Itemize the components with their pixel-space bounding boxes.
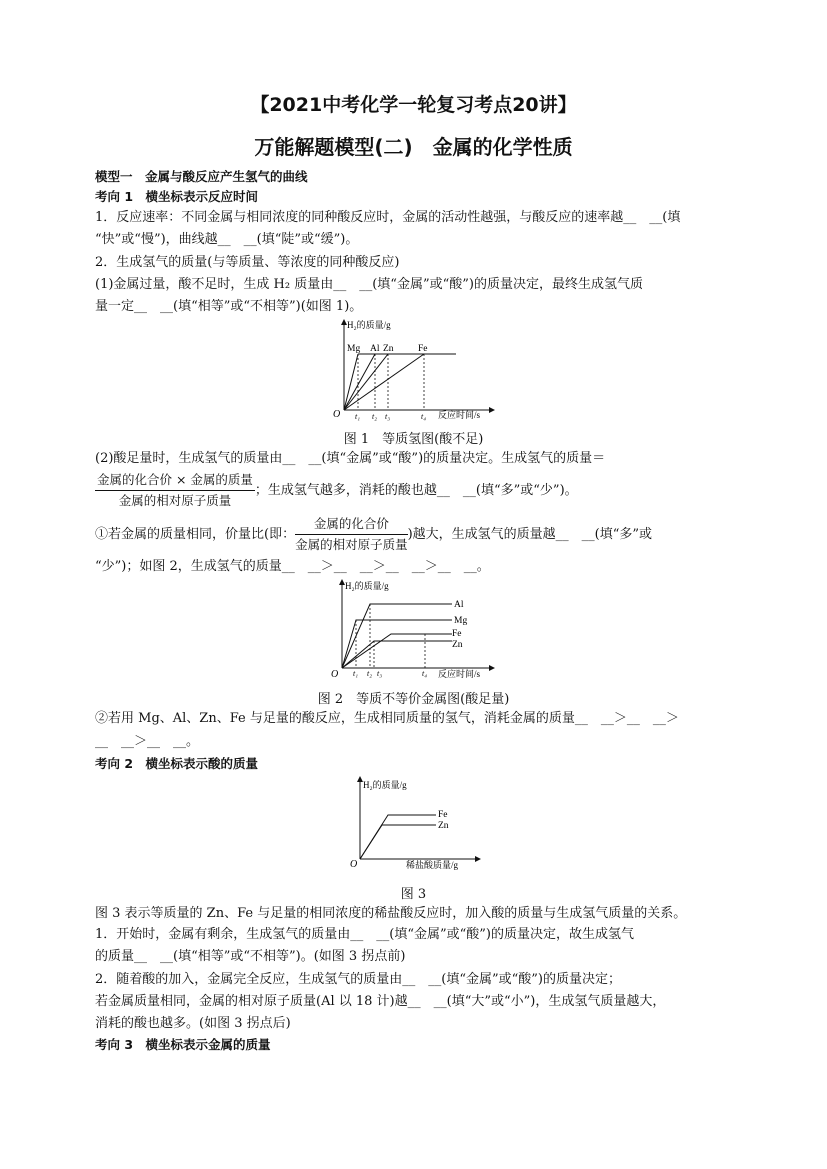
- figure3-chart: [340, 775, 490, 875]
- formula-fraction-1: [95, 471, 255, 510]
- figure3-origin: O: [350, 859, 358, 870]
- paragraph-rate-line2: “快”或“慢”)，曲线越__ __(填“陡”或“缓”)。: [95, 232, 359, 247]
- figure1-label-mg: Mg: [347, 344, 361, 354]
- figure1-label-al: Al: [370, 344, 380, 354]
- figure2-curve-mg: [342, 620, 452, 668]
- figure2-tick-t2: t₂: [367, 669, 373, 678]
- figure1-tick-t2: t₂: [372, 412, 378, 421]
- figure1-curve-al: [344, 354, 375, 410]
- formula-line: [95, 471, 578, 510]
- document-title: 【2021中考化学一轮复习考点20讲】: [250, 94, 577, 116]
- figure1-caption: 图 1 等质氢图(酸不足): [343, 432, 484, 447]
- figure1-guides: [358, 354, 424, 410]
- figure1-chart: [320, 318, 510, 428]
- paragraph-figure3-desc: 图 3 表示等质量的 Zn、Fe 与足量的相同浓度的稀盐酸反应时，加入酸的质量与生成氢气质量的关系。: [95, 906, 687, 921]
- figure2-tick-t3: t₃: [377, 669, 383, 678]
- direction1-heading: 考向 1 横坐标表示反应时间: [95, 189, 259, 204]
- paragraph-acid-added-line2: 若金属质量相同，金属的相对原子质量(Al 以 18 计)越__ __(填“大”或“小”)，生成氢气质量越大，: [95, 994, 666, 1009]
- paragraph-acid-excess: (2)酸足量时，生成氢气的质量由__ __(填“金属”或“酸”)的质量决定。生成氢气的质量＝: [95, 451, 606, 466]
- figure2-label-zn: Zn: [452, 640, 463, 650]
- direction3-heading: 考向 3 横坐标表示金属的质量: [95, 1037, 271, 1052]
- figure3-curves: [360, 815, 436, 859]
- figure1-ylabel: H₂的质量/g: [347, 320, 391, 330]
- figure1-tick-t3: t₃: [385, 412, 391, 421]
- figure1-label-fe: Fe: [418, 344, 428, 354]
- figure2-origin: O: [331, 669, 339, 680]
- formula-fraction-2-numerator: 金属的化合价: [295, 515, 408, 535]
- figure3-curve-zn: [360, 825, 436, 859]
- valence-ratio-pre: ①若金属的质量相同，价量比(即：: [95, 527, 296, 542]
- paragraph-acid-added-line3: 消耗的酸也越多。(如图 3 拐点后): [95, 1016, 291, 1031]
- figure3-ylabel: H₂的质量/g: [363, 780, 407, 790]
- figure2-tick-t4: t₄: [422, 669, 428, 678]
- figure2-curve-zn: [342, 641, 452, 668]
- figure2-label-al: Al: [454, 600, 464, 610]
- figure1-curves: [344, 354, 456, 410]
- paragraph-metal-excess-line2: 量一定__ __(填“相等”或“不相等”)(如图 1)。: [95, 299, 363, 314]
- paragraph-same-hydrogen-line2: __ __＞__ __。: [95, 734, 200, 749]
- paragraph-start-line1: 1．开始时，金属有剩余，生成氢气的质量由__ __(填“金属”或“酸”)的质量决定，故生成氢气: [95, 927, 634, 942]
- figure2-curve-fe: [342, 634, 452, 668]
- formula-fraction-1-numerator: 金属的化合价 × 金属的质量: [95, 471, 255, 491]
- figure3-xlabel: 稀盐酸质量/g: [406, 860, 459, 870]
- model1-heading: 模型一 金属与酸反应产生氢气的曲线: [95, 169, 308, 184]
- figure2-xlabel: 反应时间/s: [438, 669, 481, 679]
- figure1-origin: O: [333, 409, 341, 420]
- figure2-ylabel: H₂的质量/g: [345, 581, 389, 591]
- figure3-label-zn: Zn: [438, 821, 449, 831]
- figure3-caption: 图 3: [400, 887, 427, 902]
- paragraph-metal-excess-line1: (1)金属过量，酸不足时，生成 H₂ 质量由__ __(填“金属”或“酸”)的质量决定，最终生成氢气质: [95, 277, 643, 292]
- figure2-curves: [342, 604, 452, 668]
- formula-fraction-2-denominator: 金属的相对原子质量: [295, 537, 408, 552]
- figure1-tick-t4: t₄: [421, 412, 427, 421]
- figure1-xlabel: 反应时间/s: [438, 410, 481, 420]
- figure3-curve-fe: [360, 815, 436, 859]
- figure3-label-fe: Fe: [438, 810, 448, 820]
- figure2-tick-t1: t₁: [353, 669, 359, 678]
- formula-fraction-2: [295, 515, 408, 554]
- paragraph-hydrogen-mass: 2．生成氢气的质量(与等质量、等浓度的同种酸反应): [95, 255, 400, 270]
- figure1-tick-t1: t₁: [355, 412, 361, 421]
- figure1-label-zn: Zn: [383, 344, 394, 354]
- direction2-heading: 考向 2 横坐标表示酸的质量: [95, 756, 259, 771]
- valence-ratio-line: [95, 515, 652, 554]
- figure2-caption: 图 2 等质不等价金属图(酸足量): [317, 692, 510, 707]
- paragraph-acid-added-line1: 2．随着酸的加入，金属完全反应，生成氢气的质量由__ __(填“金属”或“酸”)的质量决定；: [95, 972, 621, 987]
- valence-ratio-line2: “少”)；如图 2，生成氢气的质量__ __＞__ __＞__ __＞__ __。: [95, 559, 490, 574]
- figure2-label-mg: Mg: [454, 616, 468, 626]
- formula-fraction-1-denominator: 金属的相对原子质量: [118, 493, 232, 508]
- figure2-chart: [322, 578, 512, 686]
- figure2-curve-al: [342, 604, 452, 668]
- paragraph-rate-line1: 1．反应速率：不同金属与相同浓度的同种酸反应时，金属的活动性越强，与酸反应的速率越__ __(填: [95, 210, 681, 225]
- paragraph-same-hydrogen-line1: ②若用 Mg、Al、Zn、Fe 与足量的酸反应，生成相同质量的氢气，消耗金属的质量__ __＞__ __＞: [95, 711, 679, 726]
- figure2-label-fe: Fe: [452, 629, 462, 639]
- paragraph-start-line2: 的质量__ __(填“相等”或“不相等”)。(如图 3 拐点前): [95, 949, 406, 964]
- valence-ratio-post: )越大，生成氢气的质量越__ __(填“多”或: [407, 527, 653, 542]
- figure2-guides: [356, 604, 425, 668]
- document-subtitle: 万能解题模型(二) 金属的化学性质: [254, 135, 573, 159]
- formula-tail: ；生成氢气越多，消耗的酸也越__ __(填“多”或“少”)。: [254, 483, 578, 498]
